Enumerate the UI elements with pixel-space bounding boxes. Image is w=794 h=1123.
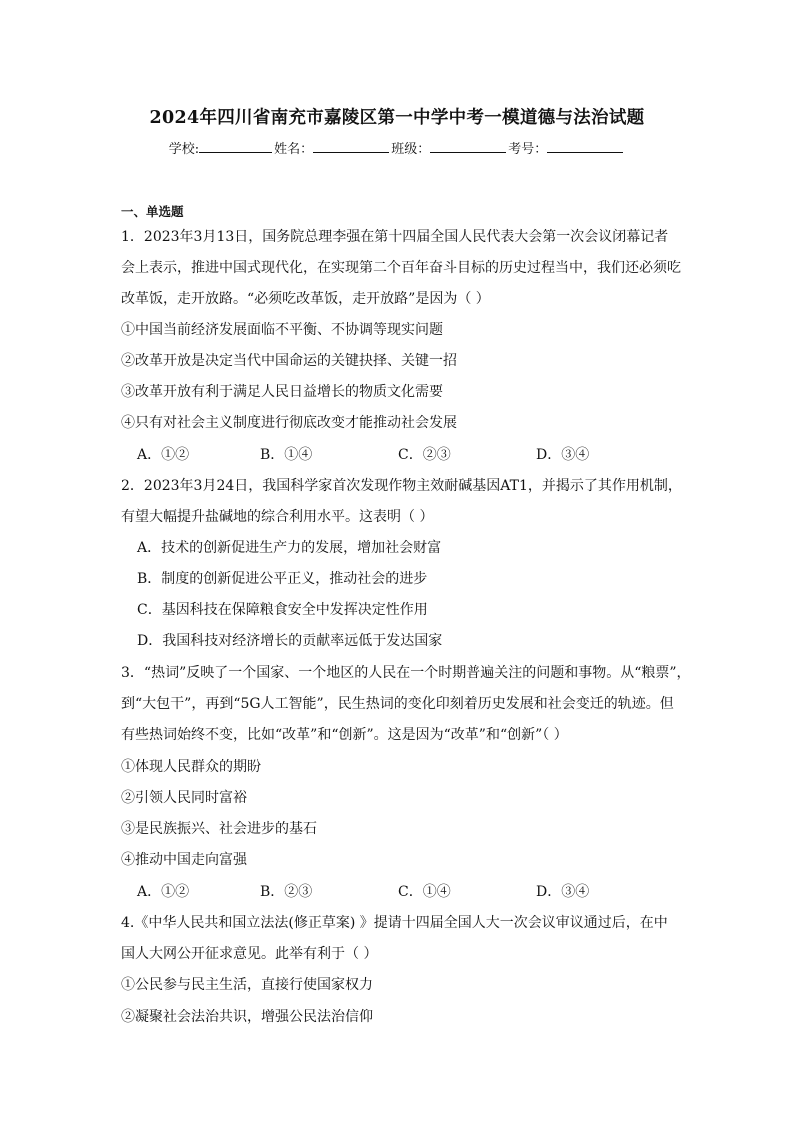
q1-statement-1: ①中国当前经济发展面临不平衡、不协调等现实问题 [121, 322, 443, 338]
q1-statement-2: ②改革开放是决定当代中国命运的关键抉择、关键一招 [121, 353, 457, 369]
exam-no-label: 考号： [508, 142, 548, 157]
q3-stem-line-1: 3．“热词”反映了一个国家、一个地区的人民在一个时期普遍关注的问题和事物。从“粮票”， [121, 665, 691, 681]
q2-stem-line-2: 有望大幅提升盐碱地的综合利用水平。这表明（ ） [121, 509, 434, 525]
q4-statement-2: ②凝聚社会法治共识，增强公民法治信仰 [121, 1009, 373, 1025]
exam-no-blank[interactable] [547, 140, 623, 153]
q1-stem-line-2: 会上表示，推进中国式现代化，在实现第二个百年奋斗目标的历史过程当中，我们还必须吃 [121, 260, 681, 276]
q3-stem-line-2: 到“大包干”，再到“5G人工智能”，民生热词的变化印刻着历史发展和社会变迁的轨迹。但 [121, 696, 674, 712]
q3-statement-4: ④推动中国走向富强 [121, 852, 247, 868]
student-info-row [0, 138, 794, 157]
q1-statement-3: ③改革开放有利于满足人民日益增长的物质文化需要 [121, 384, 443, 400]
school-label: 学校: [168, 142, 200, 157]
q2-option-a[interactable]: A．技术的创新促进生产力的发展，增加社会财富 [137, 540, 442, 556]
q4-stem-line-1: 4.《中华人民共和国立法法(修正草案) 》提请十四届全国人大一次会议审议通过后，在中 [121, 915, 668, 931]
q4-stem-line-2: 国人大网公开征求意见。此举有利于（ ） [121, 946, 378, 962]
q1-stem-line-1: 1．2023年3月13日，国务院总理李强在第十四届全国人民代表大会第一次会议闭幕记者 [121, 229, 669, 245]
q2-option-c[interactable]: C．基因科技在保障粮食安全中发挥决定性作用 [137, 602, 428, 618]
q3-choice-b[interactable]: B．②③ [260, 884, 313, 900]
q2-option-b[interactable]: B．制度的创新促进公平正义，推动社会的进步 [137, 571, 428, 587]
q1-choice-c[interactable]: C．②③ [398, 447, 451, 463]
q3-statement-1: ①体现人民群众的期盼 [121, 759, 261, 775]
q3-choice-d[interactable]: D．③④ [536, 884, 590, 900]
name-blank[interactable] [313, 140, 389, 153]
q1-choice-d[interactable]: D．③④ [536, 447, 590, 463]
q2-stem-line-1: 2．2023年3月24日，我国科学家首次发现作物主效耐碱基因AT1，并揭示了其作用机制， [121, 478, 682, 494]
q3-choice-c[interactable]: C．①④ [398, 884, 451, 900]
q4-statement-1: ①公民参与民主生活，直接行使国家权力 [121, 977, 373, 993]
school-blank[interactable] [199, 140, 272, 153]
q3-stem-line-3: 有些热词始终不变，比如“改革”和“创新”。这是因为“改革”和“创新”（ ） [121, 727, 568, 743]
page-title: 2024年四川省南充市嘉陵区第一中学中考一模道德与法治试题 [149, 108, 645, 128]
class-blank[interactable] [430, 140, 506, 153]
q3-statement-2: ②引领人民同时富裕 [121, 790, 247, 806]
q3-statement-3: ③是民族振兴、社会进步的基石 [121, 821, 317, 837]
q1-statement-4: ④只有对社会主义制度进行彻底改变才能推动社会发展 [121, 415, 457, 431]
q1-choice-a[interactable]: A．①② [137, 447, 190, 463]
name-label: 姓名： [274, 142, 314, 157]
q3-choice-a[interactable]: A．①② [137, 884, 190, 900]
q1-choice-b[interactable]: B．①④ [260, 447, 313, 463]
class-label: 班级： [391, 142, 431, 157]
q2-option-d[interactable]: D．我国科技对经济增长的贡献率远低于发达国家 [137, 633, 443, 649]
q1-stem-line-3: 改革饭，走开放路。“必须吃改革饭，走开放路”是因为（ ） [121, 291, 490, 307]
section-heading: 一、单选题 [121, 204, 184, 219]
